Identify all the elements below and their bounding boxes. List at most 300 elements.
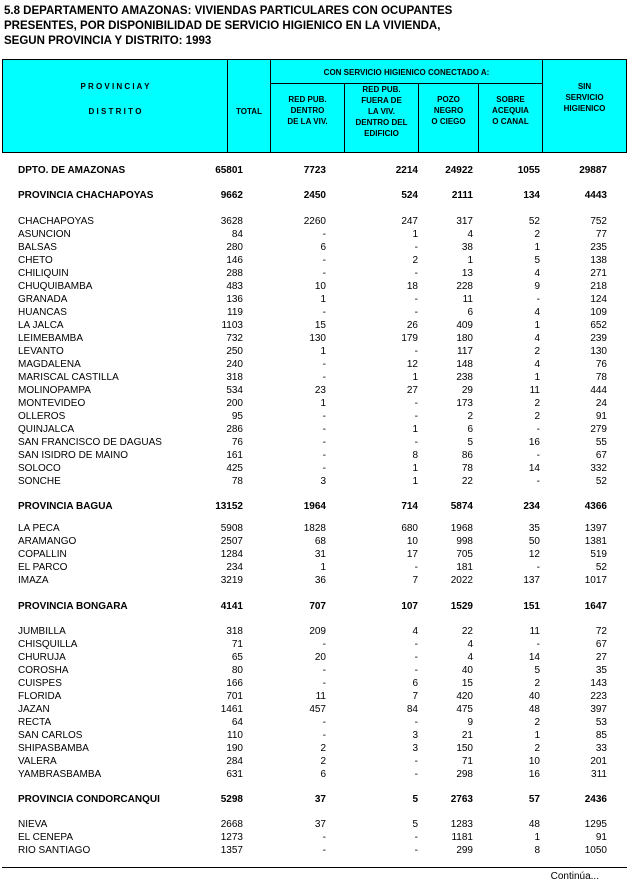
row-value: 72: [595, 626, 607, 637]
table-row: [0, 625, 629, 638]
row-label: MAGDALENA: [18, 359, 81, 370]
row-value: 166: [226, 678, 243, 689]
row-label: LA JALCA: [18, 320, 64, 331]
row-value: 1050: [584, 845, 607, 856]
row-value: 284: [226, 756, 243, 767]
row-value: 146: [226, 255, 243, 266]
row-value: 1529: [450, 601, 473, 612]
table-row: [0, 306, 629, 319]
table-row: [0, 410, 629, 423]
row-value: 36: [314, 575, 326, 586]
row-value: 2507: [220, 536, 243, 547]
row-value: 3: [320, 476, 326, 487]
row-value: 286: [226, 424, 243, 435]
row-label: MARISCAL CASTILLA: [18, 372, 119, 383]
row-value: 223: [590, 691, 607, 702]
row-value: 14: [528, 463, 540, 474]
row-value: -: [322, 665, 326, 676]
row-value: 457: [309, 704, 326, 715]
row-value: 2260: [303, 216, 326, 227]
row-value: 1: [534, 372, 540, 383]
row-value: 5: [534, 665, 540, 676]
row-value: -: [414, 346, 418, 357]
row-value: -: [322, 845, 326, 856]
row-label: VALERA: [18, 756, 57, 767]
row-value: 425: [226, 463, 243, 474]
table-row: [0, 319, 629, 332]
row-value: 65801: [215, 165, 243, 176]
table-row: [0, 332, 629, 345]
row-value: 4443: [584, 190, 607, 201]
table-row: [0, 345, 629, 358]
row-value: 1284: [220, 549, 243, 560]
row-label: EL CENEPA: [18, 832, 74, 843]
row-value: 1: [412, 424, 418, 435]
row-value: 35: [528, 523, 540, 534]
row-value: 247: [401, 216, 418, 227]
row-value: 4: [534, 359, 540, 370]
row-value: 1: [320, 294, 326, 305]
row-label: PROVINCIA CONDORCANQUI: [18, 794, 160, 805]
row-value: 6: [320, 242, 326, 253]
row-label: SAN CARLOS: [18, 730, 83, 741]
row-value: 4: [467, 229, 473, 240]
row-value: 57: [528, 794, 540, 805]
row-value: -: [322, 307, 326, 318]
row-label: EL PARCO: [18, 562, 68, 573]
row-value: -: [414, 398, 418, 409]
row-value: -: [322, 639, 326, 650]
header-red-pub-fuera: RED PUB. FUERA DE LA VIV. DENTRO DEL EDIFICIO: [355, 85, 408, 138]
row-label: CHETO: [18, 255, 53, 266]
row-value: 1103: [221, 320, 243, 331]
row-value: 21: [461, 730, 473, 741]
table-row: [0, 293, 629, 306]
row-label: LEVANTO: [18, 346, 64, 357]
row-value: 24: [595, 398, 607, 409]
row-value: 1: [534, 320, 540, 331]
table-row: [0, 768, 629, 781]
row-value: 6: [412, 678, 418, 689]
row-value: 17: [406, 549, 418, 560]
row-value: 65: [231, 652, 243, 663]
row-value: 77: [595, 229, 607, 240]
row-value: 280: [226, 242, 243, 253]
row-value: 64: [231, 717, 243, 728]
row-value: 76: [231, 437, 243, 448]
row-label: CHISQUILLA: [18, 639, 78, 650]
row-value: 1: [412, 229, 418, 240]
row-label: DPTO. DE AMAZONAS: [18, 165, 126, 176]
row-value: -: [414, 411, 418, 422]
row-value: 3: [412, 743, 418, 754]
row-value: 714: [401, 501, 418, 512]
row-value: 680: [401, 523, 418, 534]
table-row: [0, 215, 629, 228]
row-label: CHILIQUIN: [18, 268, 69, 279]
row-value: -: [414, 652, 418, 663]
row-value: 1828: [303, 523, 326, 534]
row-value: 3628: [220, 216, 243, 227]
row-value: 5298: [220, 794, 243, 805]
table-row: [0, 522, 629, 535]
row-value: 15: [314, 320, 326, 331]
row-value: 250: [226, 346, 243, 357]
row-value: 397: [590, 704, 607, 715]
row-label: LEIMEBAMBA: [18, 333, 84, 344]
row-value: 78: [595, 372, 607, 383]
row-value: 67: [595, 639, 607, 650]
row-value: 7: [412, 575, 418, 586]
row-value: 179: [401, 333, 418, 344]
header-sin-servicio: SIN SERVICIO HIGIENICO: [563, 82, 606, 113]
table-bottom-rule: [2, 867, 627, 868]
row-value: 1181: [451, 832, 473, 843]
row-value: -: [322, 450, 326, 461]
row-value: 1397: [584, 523, 607, 534]
row-value: 38: [461, 242, 473, 253]
row-value: 190: [226, 743, 243, 754]
row-value: 12: [406, 359, 418, 370]
row-label: MONTEVIDEO: [18, 398, 86, 409]
table-row: [0, 651, 629, 664]
row-value: 201: [590, 756, 607, 767]
row-value: 228: [456, 281, 473, 292]
row-value: 1055: [517, 165, 540, 176]
row-value: 4141: [220, 601, 243, 612]
row-value: 52: [595, 562, 607, 573]
row-value: 4: [467, 639, 473, 650]
row-value: 1017: [584, 575, 607, 586]
table-row: [0, 638, 629, 651]
header-distrito: D I S T R I T O: [88, 107, 142, 116]
row-label: CHUQUIBAMBA: [18, 281, 93, 292]
row-value: 22: [461, 626, 473, 637]
row-label: CHACHAPOYAS: [18, 216, 94, 227]
row-label: SONCHE: [18, 476, 61, 487]
row-value: 238: [456, 372, 473, 383]
table-row: [0, 535, 629, 548]
row-value: 20: [314, 652, 326, 663]
row-value: 2: [320, 743, 326, 754]
header-total: TOTAL: [236, 107, 262, 116]
row-value: 29887: [579, 165, 607, 176]
row-value: 2: [467, 411, 473, 422]
row-label: RECTA: [18, 717, 52, 728]
row-value: 209: [309, 626, 326, 637]
row-value: 732: [226, 333, 243, 344]
row-value: 4366: [584, 501, 607, 512]
row-value: 40: [461, 665, 473, 676]
row-value: 1: [320, 346, 326, 357]
row-value: -: [322, 411, 326, 422]
row-value: 701: [226, 691, 243, 702]
table-row: [0, 254, 629, 267]
row-value: 524: [401, 190, 418, 201]
row-value: 218: [590, 281, 607, 292]
row-value: -: [536, 476, 540, 487]
row-label: PROVINCIA CHACHAPOYAS: [18, 190, 154, 201]
row-value: -: [322, 832, 326, 843]
row-value: 9662: [220, 190, 243, 201]
row-value: 4: [534, 307, 540, 318]
row-value: 5: [534, 255, 540, 266]
row-value: -: [322, 359, 326, 370]
row-label: CHURUJA: [18, 652, 66, 663]
row-label: MOLINOPAMPA: [18, 385, 91, 396]
row-value: 143: [590, 678, 607, 689]
row-value: 998: [456, 536, 473, 547]
row-value: 1: [534, 832, 540, 843]
row-value: 11: [529, 626, 540, 637]
row-value: 26: [406, 320, 418, 331]
row-value: -: [414, 717, 418, 728]
row-value: 1461: [220, 704, 243, 715]
row-value: 2111: [451, 190, 473, 201]
row-value: 1: [320, 398, 326, 409]
row-value: 2: [534, 743, 540, 754]
row-value: -: [414, 665, 418, 676]
row-value: 14: [528, 652, 540, 663]
row-value: 8: [534, 845, 540, 856]
row-value: 31: [314, 549, 326, 560]
row-value: 483: [226, 281, 243, 292]
row-value: 2: [320, 756, 326, 767]
row-value: 7: [412, 691, 418, 702]
row-value: 37: [314, 819, 326, 830]
table-row: [0, 384, 629, 397]
row-label: OLLEROS: [18, 411, 66, 422]
row-value: 53: [595, 717, 607, 728]
row-value: -: [322, 463, 326, 474]
row-value: 161: [226, 450, 243, 461]
row-value: 91: [595, 411, 607, 422]
row-label: JUMBILLA: [18, 626, 66, 637]
row-value: 239: [590, 333, 607, 344]
row-value: 137: [523, 575, 540, 586]
row-value: -: [414, 294, 418, 305]
row-value: 444: [590, 385, 607, 396]
table-row: [0, 241, 629, 254]
table-row: [0, 755, 629, 768]
row-value: 279: [590, 424, 607, 435]
row-value: 1: [534, 730, 540, 741]
row-value: 22: [461, 476, 473, 487]
row-label: FLORIDA: [18, 691, 62, 702]
row-value: 705: [456, 549, 473, 560]
row-value: 5: [412, 819, 418, 830]
row-value: 150: [456, 743, 473, 754]
row-value: 151: [523, 601, 540, 612]
row-value: 299: [456, 845, 473, 856]
table-row: [0, 475, 629, 488]
row-value: 13: [461, 268, 473, 279]
row-value: 6: [467, 424, 473, 435]
row-value: 4: [534, 268, 540, 279]
table-row: [0, 228, 629, 241]
row-value: -: [322, 730, 326, 741]
header-top-rule: [2, 59, 627, 60]
table-row: [0, 548, 629, 561]
row-value: 234: [523, 501, 540, 512]
table-row: [0, 742, 629, 755]
row-value: 68: [314, 536, 326, 547]
table-row-total: [0, 164, 629, 177]
row-label: BALSAS: [18, 242, 57, 253]
row-value: 109: [590, 307, 607, 318]
table-row: [0, 818, 629, 831]
table-row: [0, 677, 629, 690]
row-value: -: [414, 307, 418, 318]
row-value: 1: [467, 255, 473, 266]
row-value: 29: [461, 385, 473, 396]
row-value: 2: [534, 717, 540, 728]
row-value: 534: [226, 385, 243, 396]
row-value: 2: [534, 229, 540, 240]
table-row-total: [0, 793, 629, 806]
row-value: 84: [231, 229, 243, 240]
header-bottom-rule: [2, 152, 627, 153]
row-value: 652: [590, 320, 607, 331]
row-value: 2436: [584, 794, 607, 805]
row-value: 130: [309, 333, 326, 344]
row-value: 107: [401, 601, 418, 612]
row-value: 2: [534, 678, 540, 689]
row-value: 8: [412, 450, 418, 461]
table-row: [0, 574, 629, 587]
row-value: 1283: [450, 819, 473, 830]
row-value: 5908: [220, 523, 243, 534]
row-value: 84: [406, 704, 418, 715]
row-value: 6: [467, 307, 473, 318]
row-value: -: [536, 424, 540, 435]
row-value: 71: [231, 639, 243, 650]
table-row: [0, 423, 629, 436]
row-value: 1968: [450, 523, 473, 534]
row-value: 35: [595, 665, 607, 676]
table-row: [0, 436, 629, 449]
row-label: SAN FRANCISCO DE DAGUAS: [18, 437, 162, 448]
row-value: 519: [590, 549, 607, 560]
table-title: 5.8 DEPARTAMENTO AMAZONAS: VIVIENDAS PARTICULARES CON OCUPANTES PRESENTES, POR DISPONIBILIDAD DE SERVICIO HIGIENICO EN LA VIVIENDA, SEGUN PROVINCIA Y DISTRITO: 1993: [4, 5, 453, 47]
table-row: [0, 716, 629, 729]
row-label: SAN ISIDRO DE MAINO: [18, 450, 129, 461]
row-value: 2214: [395, 165, 418, 176]
row-label: QUINJALCA: [18, 424, 75, 435]
row-value: -: [322, 229, 326, 240]
row-value: 148: [456, 359, 473, 370]
row-value: 2: [412, 255, 418, 266]
row-label: IMAZA: [18, 575, 49, 586]
row-value: 2022: [450, 575, 473, 586]
row-value: 180: [456, 333, 473, 344]
row-value: -: [414, 639, 418, 650]
row-value: 9: [467, 717, 473, 728]
row-label: ASUNCION: [18, 229, 71, 240]
row-value: 1273: [220, 832, 243, 843]
row-value: 55: [595, 437, 607, 448]
header-red-pub-dentro: RED PUB. DENTRO DE LA VIV.: [287, 95, 328, 126]
row-value: -: [414, 242, 418, 253]
header-right-rule: [626, 59, 627, 153]
row-label: YAMBRASBAMBA: [18, 769, 102, 780]
row-value: 332: [590, 463, 607, 474]
row-value: 124: [590, 294, 607, 305]
row-value: 4: [467, 652, 473, 663]
row-value: 40: [528, 691, 540, 702]
row-label: SOLOCO: [18, 463, 61, 474]
row-value: 52: [595, 476, 607, 487]
row-value: 240: [226, 359, 243, 370]
row-value: -: [536, 450, 540, 461]
header-provincia: P R O V I N C I A Y: [80, 82, 150, 91]
row-value: 33: [595, 743, 607, 754]
row-value: 707: [309, 601, 326, 612]
row-label: PROVINCIA BONGARA: [18, 601, 128, 612]
row-value: 2: [534, 398, 540, 409]
row-value: 5874: [450, 501, 473, 512]
row-value: 71: [461, 756, 473, 767]
row-value: 95: [231, 411, 243, 422]
row-value: 420: [456, 691, 473, 702]
table-row: [0, 449, 629, 462]
table-row: [0, 358, 629, 371]
row-value: -: [322, 372, 326, 383]
row-value: 3: [412, 730, 418, 741]
row-value: 2: [534, 411, 540, 422]
row-label: NIEVA: [18, 819, 48, 830]
row-value: 475: [456, 704, 473, 715]
table-row: [0, 280, 629, 293]
row-value: 631: [226, 769, 243, 780]
table-row: [0, 844, 629, 857]
row-label: JAZAN: [18, 704, 50, 715]
row-value: 1295: [584, 819, 607, 830]
row-value: 11: [529, 385, 540, 396]
row-value: 7723: [303, 165, 326, 176]
row-value: 1: [534, 242, 540, 253]
row-value: 117: [457, 346, 473, 357]
row-value: -: [414, 832, 418, 843]
row-value: 134: [523, 190, 540, 201]
table-row: [0, 690, 629, 703]
row-value: 4: [534, 333, 540, 344]
row-value: 1: [412, 476, 418, 487]
row-value: -: [414, 845, 418, 856]
row-value: 5: [467, 437, 473, 448]
table-row: [0, 703, 629, 716]
table-row: [0, 729, 629, 742]
row-value: 1: [320, 562, 326, 573]
row-label: SHIPASBAMBA: [18, 743, 89, 754]
table-row: [0, 561, 629, 574]
row-value: 317: [456, 216, 473, 227]
table-row-total: [0, 500, 629, 513]
table-row-total: [0, 189, 629, 202]
row-value: 10: [528, 756, 540, 767]
row-value: 1964: [303, 501, 326, 512]
row-value: -: [536, 639, 540, 650]
row-value: -: [322, 717, 326, 728]
table-row: [0, 371, 629, 384]
row-value: 11: [462, 294, 473, 305]
row-value: 11: [315, 691, 326, 702]
row-value: 4: [412, 626, 418, 637]
row-value: 311: [591, 769, 607, 780]
row-value: -: [536, 294, 540, 305]
row-value: 37: [314, 794, 326, 805]
row-label: LA PECA: [18, 523, 60, 534]
